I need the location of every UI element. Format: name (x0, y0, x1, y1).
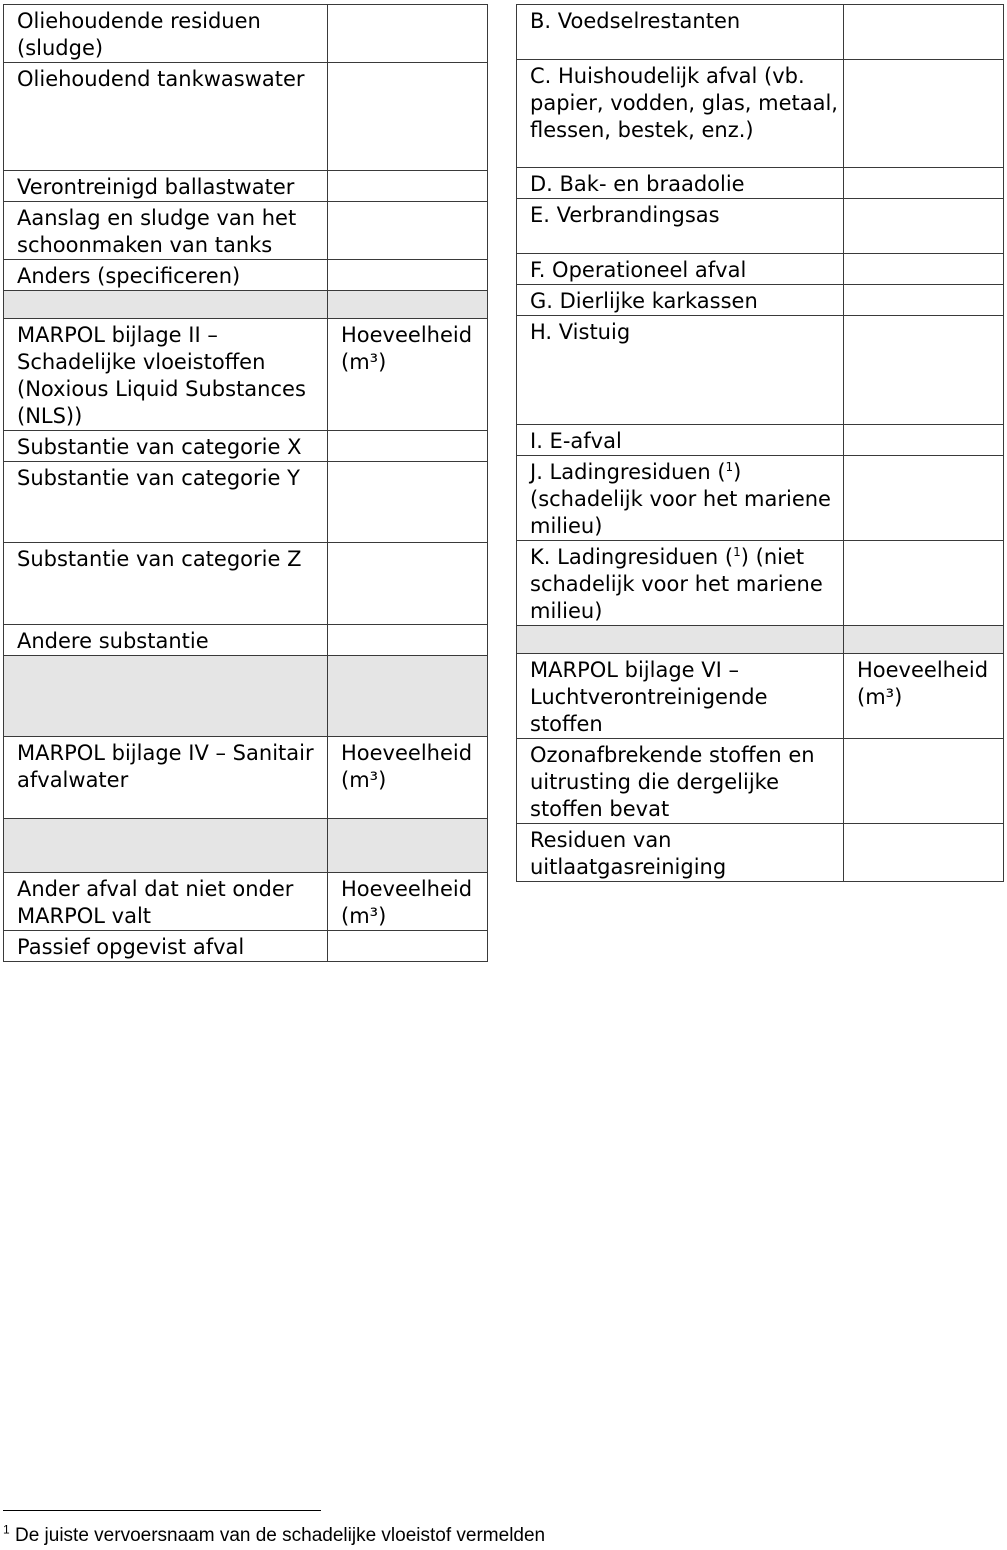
right-table-item-label (517, 254, 844, 285)
right-table-row (517, 254, 1004, 285)
left-table-row (4, 5, 488, 63)
footnote (3, 1522, 545, 1549)
right-table-row (517, 425, 1004, 456)
left-table-quantity-cell (328, 625, 488, 656)
left-table-quantity-cell (328, 260, 488, 291)
right-table-row (517, 541, 1004, 626)
footnote-reference: 1 (725, 460, 734, 474)
left-table-row (4, 931, 488, 962)
left-table-row (4, 819, 488, 873)
item-label-text: Oliehoudend tankwaswater (17, 67, 305, 91)
left-table-item-label (4, 873, 328, 931)
right-table-row (517, 456, 1004, 541)
right-waste-table (516, 4, 1004, 882)
item-label-text: Substantie van categorie Z (17, 547, 302, 571)
right-table-quantity-cell (844, 316, 1004, 425)
item-label-text: H. Vistuig (530, 320, 631, 344)
item-label-text: Ander afval dat niet onder MARPOL valt (17, 877, 294, 928)
right-table-item-label (517, 824, 844, 882)
right-table-item-label: K. Ladingresiduen ($^1$) (niet schadelijk voor het mariene milieu) (517, 541, 844, 626)
left-table-row (4, 63, 488, 171)
left-table-quantity-cell (328, 63, 488, 171)
right-table-quantity-cell (844, 254, 1004, 285)
left-table-quantity-cell (328, 5, 488, 63)
right-table-item-label (517, 5, 844, 60)
right-table-body (517, 5, 1004, 882)
footnote-separator (3, 1510, 321, 1511)
left-table-row (4, 202, 488, 260)
item-label-text: I. E-afval (530, 429, 622, 453)
footnote-reference: 1 (733, 545, 741, 559)
right-table-quantity-cell (844, 425, 1004, 456)
item-label-text: Ozonafbrekende stoffen en uitrusting die dergelijke stoffen bevat (530, 743, 815, 821)
left-table-row (4, 543, 488, 625)
left-table-item-label (4, 931, 328, 962)
item-label-text: K. Ladingresiduen (530, 545, 719, 569)
left-table-row (4, 873, 488, 931)
right-table-quantity-cell (844, 60, 1004, 168)
right-table-item-label (517, 626, 844, 654)
right-table-quantity-cell (844, 626, 1004, 654)
right-table-quantity-cell (844, 168, 1004, 199)
left-table-item-label (4, 462, 328, 543)
left-table-quantity-cell (328, 202, 488, 260)
right-table-row (517, 316, 1004, 425)
right-table-quantity-cell (844, 456, 1004, 541)
item-label-text: F. Operationeel afval (530, 258, 747, 282)
left-table-item-label (4, 5, 328, 63)
right-table-item-label (517, 199, 844, 254)
item-label-text: Verontreinigd ballastwater (17, 175, 295, 199)
left-table-item-label (4, 63, 328, 171)
left-table-item-label (4, 656, 328, 737)
footnote-marker: 1 (3, 1522, 10, 1537)
left-table-quantity-cell (328, 462, 488, 543)
left-table-item-label (4, 291, 328, 319)
left-table-item-label (4, 319, 328, 431)
quantity-text: Hoeveelheid (m³) (341, 877, 473, 928)
right-table-item-label (517, 168, 844, 199)
quantity-text: Hoeveelheid (m³) (341, 323, 473, 374)
left-table-item-label (4, 543, 328, 625)
right-table-item-label: J. Ladingresiduen ($^1$) (schadelijk voor het mariene milieu) (517, 456, 844, 541)
left-table-quantity-cell (328, 819, 488, 873)
item-label-text: C. Huishoudelijk afval (vb. papier, vodden, glas, metaal, flessen, bestek, enz.) (530, 64, 838, 142)
item-label-text: MARPOL bijlage IV – Sanitair afvalwater (17, 741, 314, 792)
item-label-text: MARPOL bijlage II – Schadelijke vloeistoffen (Noxious Liquid Substances (NLS)) (17, 323, 306, 428)
left-table-row (4, 462, 488, 543)
item-label-text: Residuen van uitlaatgasreiniging (530, 828, 727, 879)
item-label-continuation: (schadelijk voor het mariene milieu) (530, 487, 831, 538)
left-table-row (4, 319, 488, 431)
item-label-text: Substantie van categorie Y (17, 466, 300, 490)
left-table-row (4, 431, 488, 462)
left-table-quantity-cell (328, 656, 488, 737)
left-table-item-label (4, 171, 328, 202)
right-table-row (517, 199, 1004, 254)
footnote-text: De juiste vervoersnaam van de schadelijke vloeistof vermelden (14, 1525, 546, 1546)
item-label-text: Andere substantie (17, 629, 209, 653)
right-table-item-label (517, 425, 844, 456)
right-table-row (517, 739, 1004, 824)
left-table-row (4, 656, 488, 737)
right-table-quantity-cell (844, 285, 1004, 316)
right-table-quantity-cell (844, 824, 1004, 882)
left-table-row (4, 171, 488, 202)
left-table-row (4, 625, 488, 656)
right-table-row (517, 168, 1004, 199)
left-table-item-label (4, 202, 328, 260)
item-label-text: Substantie van categorie X (17, 435, 302, 459)
item-label-text: B. Voedselrestanten (530, 9, 741, 33)
right-table-quantity-cell (844, 541, 1004, 626)
left-waste-table (3, 4, 488, 962)
left-table-item-label (4, 625, 328, 656)
item-label-text: G. Dierlijke karkassen (530, 289, 758, 313)
left-table-item-label (4, 431, 328, 462)
left-table-quantity-cell (328, 319, 488, 431)
left-table-item-label (4, 819, 328, 873)
left-table-quantity-cell (328, 543, 488, 625)
right-table-quantity-cell (844, 654, 1004, 739)
item-label-text: D. Bak- en braadolie (530, 172, 745, 196)
left-table-item-label (4, 260, 328, 291)
right-table-item-label (517, 316, 844, 425)
left-table-quantity-cell (328, 291, 488, 319)
left-table-quantity-cell (328, 737, 488, 819)
quantity-text: Hoeveelheid (m³) (341, 741, 473, 792)
right-table-quantity-cell (844, 5, 1004, 60)
left-table-row (4, 737, 488, 819)
left-table-quantity-cell (328, 431, 488, 462)
left-table-row (4, 291, 488, 319)
item-label-continuation: (niet schadelijk voor het mariene milieu) (530, 545, 823, 623)
quantity-text: Hoeveelheid (m³) (857, 658, 989, 709)
left-table-quantity-cell (328, 171, 488, 202)
right-table-item-label (517, 285, 844, 316)
item-label-text: Anders (specificeren) (17, 264, 241, 288)
right-table-quantity-cell (844, 199, 1004, 254)
item-label-text: E. Verbrandingsas (530, 203, 720, 227)
item-label-text: MARPOL bijlage VI – Luchtverontreinigende stoffen (530, 658, 768, 736)
item-label-text: Aanslag en sludge van het schoonmaken van tanks (17, 206, 297, 257)
right-table-item-label (517, 654, 844, 739)
item-label-text: Oliehoudende residuen (sludge) (17, 9, 261, 60)
item-label-text: J. Ladingresiduen (530, 460, 711, 484)
right-table-row (517, 654, 1004, 739)
right-table-item-label (517, 739, 844, 824)
right-table-row (517, 5, 1004, 60)
right-table-item-label (517, 60, 844, 168)
left-table-body (4, 5, 488, 962)
right-table-row (517, 285, 1004, 316)
left-table-row (4, 260, 488, 291)
left-table-item-label (4, 737, 328, 819)
left-table-quantity-cell (328, 931, 488, 962)
right-table-row (517, 60, 1004, 168)
right-table-row (517, 824, 1004, 882)
right-table-quantity-cell (844, 739, 1004, 824)
item-label-text: Passief opgevist afval (17, 935, 245, 959)
right-table-row (517, 626, 1004, 654)
left-table-quantity-cell (328, 873, 488, 931)
